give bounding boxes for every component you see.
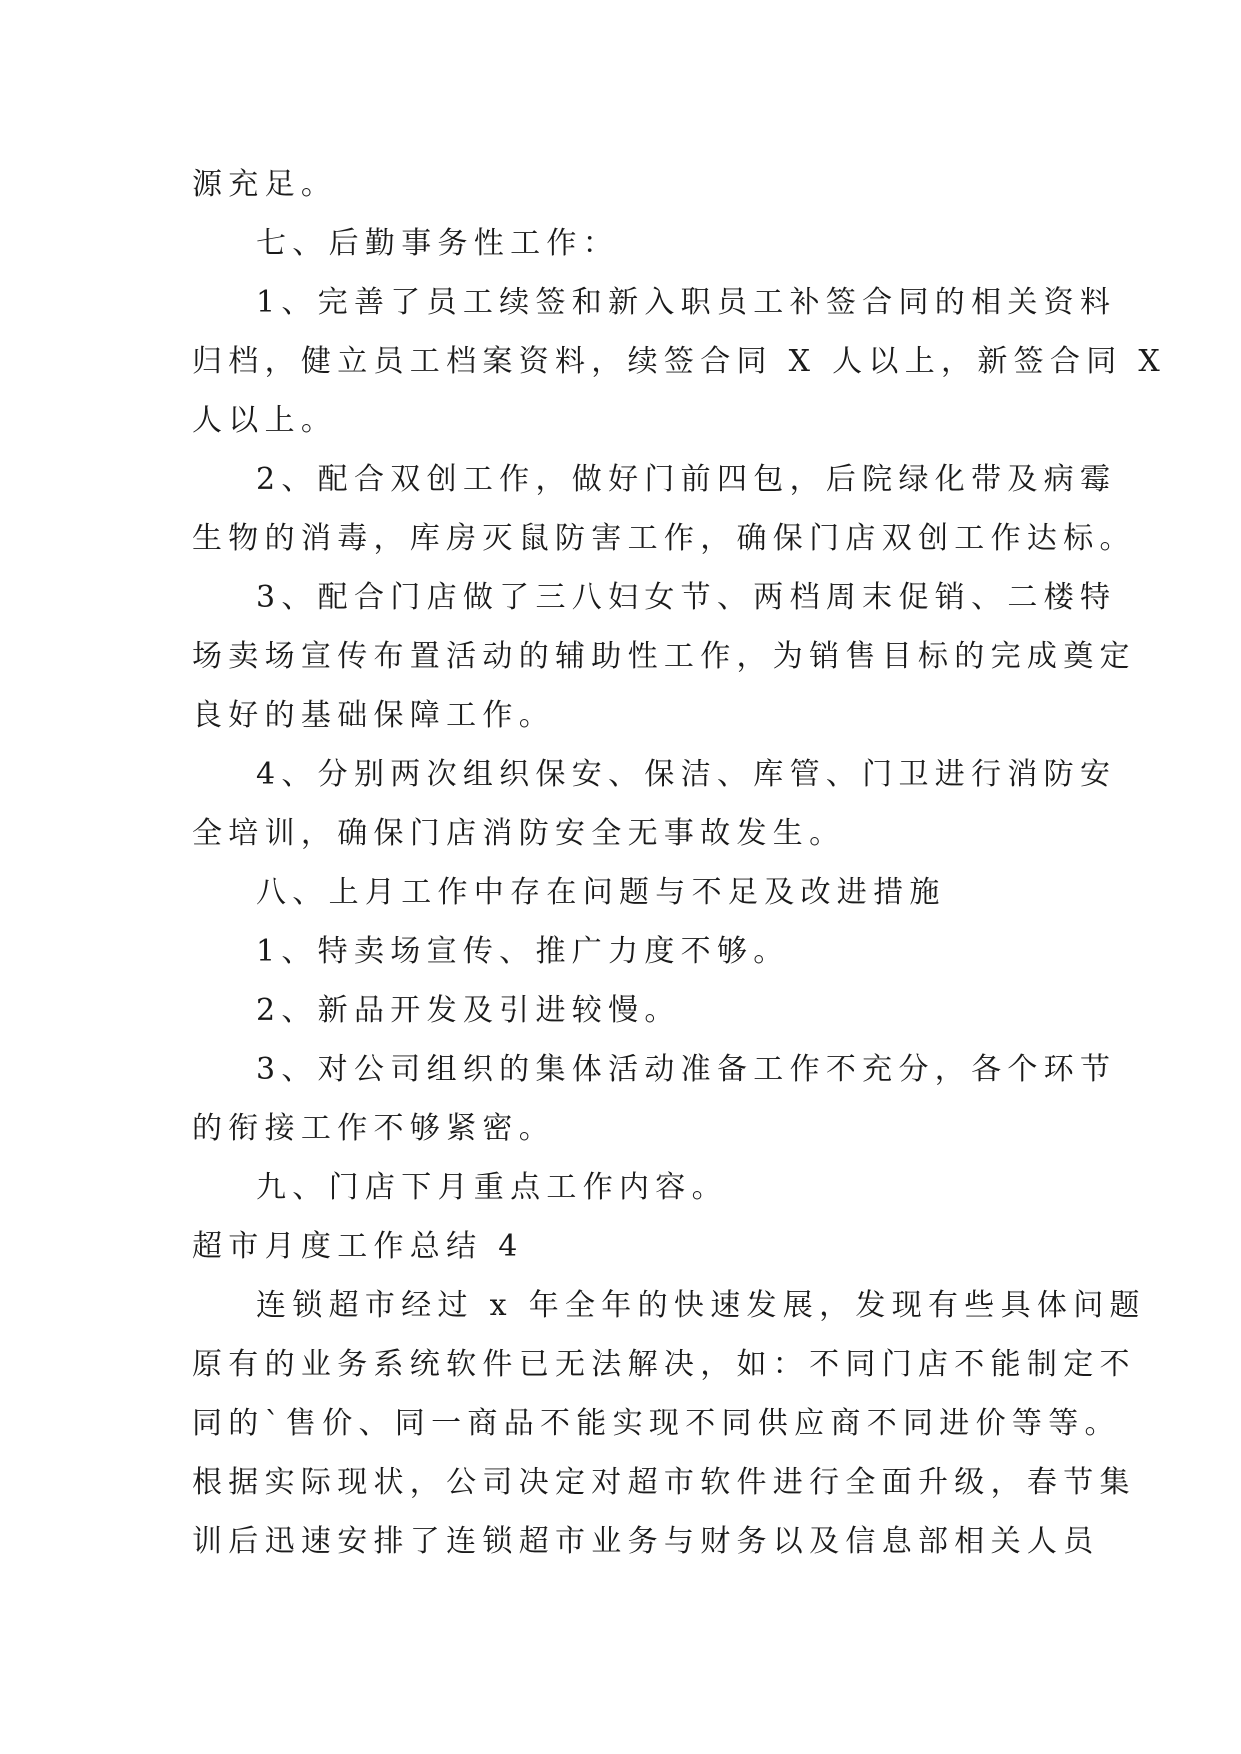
- text-line: 2、配合双创工作，做好门前四包，后院绿化带及病霉: [256, 462, 1117, 497]
- text-line: 七、后勤事务性工作：: [256, 226, 619, 261]
- text-line: 连锁超市经过 x 年全年的快速发展，发现有些具体问题: [256, 1288, 1146, 1323]
- text-line: 同的`售价、同一商品不能实现不同供应商不同进价等等。: [192, 1406, 1121, 1441]
- text-line: 生物的消毒，库房灭鼠防害工作，确保门店双创工作达标。: [192, 521, 1136, 556]
- document-body: [192, 155, 1167, 1571]
- text-line: 根据实际现状，公司决定对超市软件进行全面升级，春节集: [192, 1465, 1136, 1500]
- text-line: 3、配合门店做了三八妇女节、两档周末促销、二楼特: [256, 580, 1117, 615]
- text-line: 4、分别两次组织保安、保洁、库管、门卫进行消防安: [256, 757, 1117, 792]
- text-line: 1、完善了员工续签和新入职员工补签合同的相关资料: [256, 285, 1117, 320]
- text-line: 源充足。: [192, 167, 338, 202]
- text-line: 归档，健立员工档案资料，续签合同 X 人以上，新签合同 X: [192, 344, 1167, 379]
- text-line: 的衔接工作不够紧密。: [192, 1111, 555, 1146]
- text-line: 2、新品开发及引进较慢。: [256, 993, 681, 1028]
- text-line: 九、门店下月重点工作内容。: [256, 1170, 728, 1205]
- text-line: 训后迅速安排了连锁超市业务与财务以及信息部相关人员: [192, 1524, 1100, 1559]
- text-line: 人以上。: [192, 403, 338, 438]
- text-line: 八、上月工作中存在问题与不足及改进措施: [256, 875, 946, 910]
- text-line: 1、特卖场宣传、推广力度不够。: [256, 934, 790, 969]
- text-line: 原有的业务系统软件已无法解决，如：不同门店不能制定不: [192, 1347, 1136, 1382]
- text-line: 3、对公司组织的集体活动准备工作不充分，各个环节: [256, 1052, 1117, 1087]
- text-line: 超市月度工作总结 4: [192, 1229, 524, 1264]
- text-line: 场卖场宣传布置活动的辅助性工作，为销售目标的完成奠定: [192, 639, 1136, 674]
- text-line: 全培训，确保门店消防安全无事故发生。: [192, 816, 846, 851]
- text-line: 良好的基础保障工作。: [192, 698, 555, 733]
